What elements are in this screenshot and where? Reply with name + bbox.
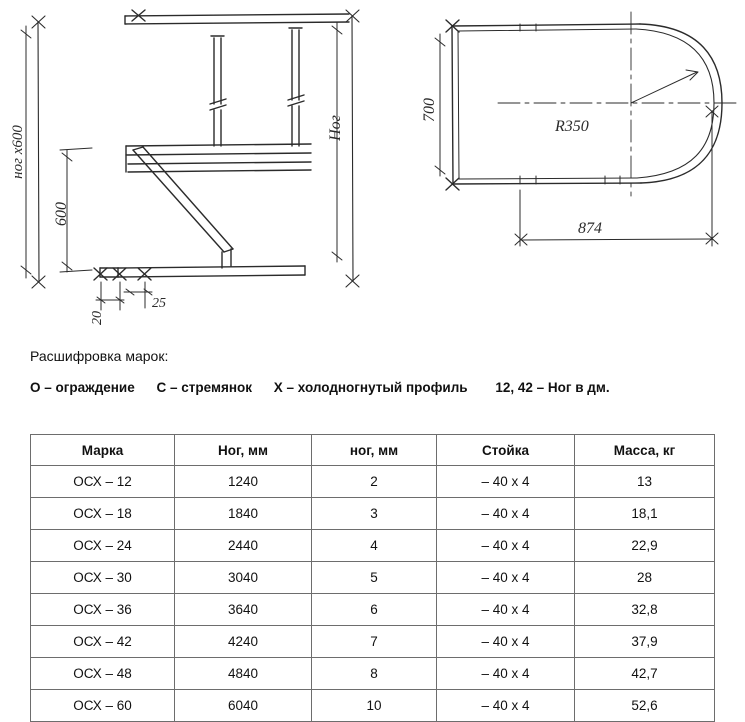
column-header-marka: Марка — [31, 435, 175, 466]
marks-table — [30, 434, 715, 722]
legend-title: Расшифровка марок: — [30, 348, 169, 364]
cell-marka: ОСХ – 60 — [31, 690, 175, 722]
label-nog-x600: ног x600 — [10, 125, 26, 179]
cell-nog-small: 10 — [312, 690, 437, 722]
cell-marka: ОСХ – 48 — [31, 658, 175, 690]
cell-massa: 18,1 — [575, 498, 715, 530]
cell-nog-big: 4840 — [175, 658, 312, 690]
cell-massa: 32,8 — [575, 594, 715, 626]
table-row — [31, 530, 715, 562]
technical-drawing — [0, 0, 745, 330]
cell-marka: ОСХ – 30 — [31, 562, 175, 594]
cell-nog-big: 3040 — [175, 562, 312, 594]
cell-massa: 42,7 — [575, 658, 715, 690]
cell-stoyka: – 40 х 4 — [437, 530, 575, 562]
cell-stoyka: – 40 х 4 — [437, 658, 575, 690]
cell-nog-small: 2 — [312, 466, 437, 498]
cell-nog-small: 4 — [312, 530, 437, 562]
cell-marka: ОСХ – 42 — [31, 626, 175, 658]
table-row — [31, 658, 715, 690]
label-25: 25 — [152, 296, 166, 311]
label-nog: Ног — [327, 115, 344, 141]
cell-stoyka: – 40 х 4 — [437, 466, 575, 498]
label-600: 600 — [53, 202, 70, 226]
cell-stoyka: – 40 х 4 — [437, 498, 575, 530]
legend-item-o: О – ограждение — [30, 380, 135, 395]
column-header-nog-small: ног, мм — [312, 435, 437, 466]
cell-nog-big: 4240 — [175, 626, 312, 658]
cell-stoyka: – 40 х 4 — [437, 690, 575, 722]
label-700: 700 — [421, 98, 438, 122]
table-row — [31, 562, 715, 594]
column-header-massa: Масса, кг — [575, 435, 715, 466]
cell-nog-big: 3640 — [175, 594, 312, 626]
cell-massa: 28 — [575, 562, 715, 594]
column-header-nog-big: Ног, мм — [175, 435, 312, 466]
cell-massa: 13 — [575, 466, 715, 498]
cell-nog-big: 1240 — [175, 466, 312, 498]
table-row — [31, 466, 715, 498]
cell-nog-small: 5 — [312, 562, 437, 594]
cell-nog-big: 2440 — [175, 530, 312, 562]
cell-nog-big: 6040 — [175, 690, 312, 722]
cell-stoyka: – 40 х 4 — [437, 594, 575, 626]
cell-nog-small: 3 — [312, 498, 437, 530]
table-row — [31, 594, 715, 626]
drawing-svg — [0, 0, 745, 330]
label-20: 20 — [90, 311, 105, 325]
legend-block — [30, 348, 730, 395]
table-row — [31, 498, 715, 530]
legend-item-x: Х – холодногнутый профиль — [273, 380, 468, 395]
table-row — [31, 690, 715, 722]
label-874: 874 — [578, 220, 602, 237]
table-header-row — [31, 435, 715, 466]
cell-nog-big: 1840 — [175, 498, 312, 530]
cell-marka: ОСХ – 24 — [31, 530, 175, 562]
cell-marka: ОСХ – 36 — [31, 594, 175, 626]
cell-massa: 52,6 — [575, 690, 715, 722]
label-radius-r350: R350 — [555, 118, 589, 135]
cell-marka: ОСХ – 18 — [31, 498, 175, 530]
table-row — [31, 626, 715, 658]
cell-nog-small: 6 — [312, 594, 437, 626]
cell-stoyka: – 40 х 4 — [437, 562, 575, 594]
cell-massa: 37,9 — [575, 626, 715, 658]
cell-massa: 22,9 — [575, 530, 715, 562]
cell-nog-small: 7 — [312, 626, 437, 658]
legend-item-s: С – стремянок — [156, 380, 252, 395]
cell-marka: ОСХ – 12 — [31, 466, 175, 498]
cell-nog-small: 8 — [312, 658, 437, 690]
cell-stoyka: – 40 х 4 — [437, 626, 575, 658]
legend-items — [30, 380, 730, 395]
column-header-stoyka: Стойка — [437, 435, 575, 466]
legend-item-numbers: 12, 42 – Ног в дм. — [495, 380, 610, 395]
